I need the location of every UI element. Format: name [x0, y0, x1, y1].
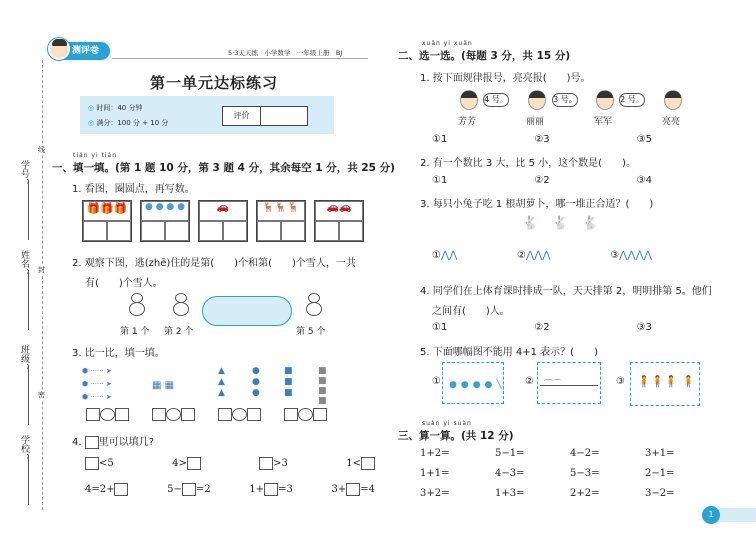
section3-title: 三、算一算。(共 12 分): [398, 430, 514, 442]
s2-q2-options: [432, 175, 652, 186]
option[interactable]: ②2: [534, 322, 550, 333]
sidebar-school: 学校：: [19, 435, 29, 462]
compare-group-4: ■ ■ ■: [284, 366, 293, 398]
compare-group-1: ⬢ ······ ➤ ⬢ ······ ➤ ⬢ ······ ➤: [82, 367, 112, 401]
option[interactable]: ①1: [432, 134, 448, 145]
compare-row: [284, 408, 327, 421]
calc-row: [420, 488, 720, 508]
s2-q3-options: [432, 250, 652, 261]
calc-item[interactable]: 1+1=: [420, 468, 450, 479]
answer-box[interactable]: [181, 408, 195, 421]
calc-item[interactable]: 5−1=: [495, 448, 525, 459]
info-box: [80, 96, 334, 134]
calc-item[interactable]: 4−3=: [495, 468, 525, 479]
compare-group-3b: ● ● ●: [252, 366, 260, 398]
compare-row: [218, 408, 261, 421]
compare-row: [86, 408, 129, 421]
answer-box[interactable]: [346, 483, 360, 496]
s2-q1-options: [432, 134, 652, 145]
compare-row: [152, 408, 195, 421]
s2-q4-line2: 之间有( )人。: [432, 306, 510, 317]
kid-icon: [596, 90, 614, 110]
answer-oval[interactable]: [232, 408, 247, 421]
snowman-label: 第 5 个: [296, 327, 326, 337]
kid-icon: [664, 90, 682, 110]
option[interactable]: ①1: [432, 175, 448, 186]
answer-box[interactable]: [284, 408, 298, 421]
sidebar-line-char: 封: [38, 266, 45, 274]
speech-bubble: 3 号。: [552, 93, 578, 107]
s1-q2-line2: 有( )个雪人。: [85, 278, 163, 289]
snowman-icon: [128, 293, 146, 319]
answer-oval[interactable]: [166, 408, 181, 421]
eval-box: [222, 106, 308, 126]
eval-label: 评价: [223, 107, 261, 125]
answer-box[interactable]: [115, 408, 129, 421]
count-grid[interactable]: 🚗🚗: [314, 200, 364, 242]
s2-q4-options: [432, 322, 652, 333]
cloud-cover: [202, 296, 292, 326]
s2-q3: 3. 每只小兔子吃 1 根胡萝卜，哪一堆正合适？( ): [420, 199, 654, 210]
calc-item[interactable]: 1+3=: [495, 488, 525, 499]
count-grid[interactable]: 🦌🦌🦌: [256, 200, 306, 242]
option[interactable]: ①⋀⋀: [432, 250, 458, 261]
s1-q3: 3. 比一比，填一填。: [72, 348, 165, 359]
score-info: ◎ 满分：100 分 + 10 分: [88, 119, 169, 127]
answer-box[interactable]: [85, 457, 99, 470]
sidebar-underline: [28, 365, 29, 425]
calc-item[interactable]: 4−2=: [570, 448, 600, 459]
count-grid[interactable]: ● ● ● ●: [140, 200, 190, 242]
answer-box[interactable]: [182, 483, 196, 496]
kid-name: 芳芳: [458, 117, 477, 127]
s2-q1: 1. 按下面规律报号，亮亮报( )号。: [420, 73, 591, 84]
header-rule: [112, 58, 368, 59]
calc-item[interactable]: 3+2=: [420, 488, 450, 499]
s1-q1: 1. 看图，圈圆点，再写数。: [72, 184, 195, 195]
option[interactable]: ③4: [636, 175, 652, 186]
binding-line: [42, 60, 43, 510]
time-info: ◎ 时间：40 分钟: [88, 104, 143, 112]
q5-image-1: ●●●●╲: [442, 362, 504, 404]
sidebar-name: 姓名：: [19, 250, 29, 277]
answer-box[interactable]: [264, 483, 278, 496]
calc-item[interactable]: 2+2=: [570, 488, 600, 499]
q5-image-2: ⌒⌒: [537, 362, 601, 404]
calc-row: [420, 468, 720, 488]
kid-icon: [528, 90, 546, 110]
kid-name: 丽丽: [526, 117, 545, 127]
calc-item[interactable]: 1+2=: [420, 448, 450, 459]
compare-group-4b: ■ ■ ■ ■: [318, 366, 327, 406]
count-grid[interactable]: 🎁🎁🎁: [82, 200, 132, 242]
option[interactable]: ②⋀⋀⋀: [517, 250, 551, 261]
s2-q4-line1: 4. 同学们在上体育课时排成一队，天天排第 2，明明排第 5。他们: [420, 286, 712, 297]
s1-q2-line1: 2. 观察下图，逃(zhē)住的是第( )个和第( )个雪人，一共: [72, 258, 356, 269]
page-number: 1: [702, 506, 720, 524]
s1-q4-row2: 4=2+ 5− =2 1+ =3 3+ =4: [85, 484, 375, 495]
compare-group-2: ▦ ▦: [152, 380, 175, 391]
mascot-icon: [48, 38, 70, 60]
answer-box[interactable]: [218, 408, 232, 421]
s2-q5-opt3[interactable]: ③: [616, 376, 625, 387]
sidebar-student-id: 学号：: [19, 160, 29, 187]
answer-box[interactable]: [259, 457, 273, 470]
snowman-label: 第 2 个: [164, 327, 194, 337]
s2-q5: 5. 下面哪幅图不能用 4+1 表示？( ): [420, 347, 598, 358]
calc-item[interactable]: 3−2=: [645, 488, 675, 499]
sidebar-line-char: 密: [38, 391, 45, 399]
answer-box[interactable]: [361, 457, 375, 470]
calc-item[interactable]: 3+1=: [645, 448, 675, 459]
rabbit-icons: 🐇🐇🐇: [522, 216, 613, 231]
compare-group-3: ▲ ▲ ▲: [218, 366, 225, 398]
answer-box[interactable]: [86, 408, 100, 421]
section1-title: 一、填一填。(第 1 题 10 分，第 3 题 4 分，其余每空 1 分，共 25 分): [52, 162, 395, 174]
option[interactable]: ③3: [636, 322, 652, 333]
answer-box[interactable]: [114, 483, 128, 496]
option[interactable]: ③⋀⋀⋀⋀: [610, 250, 652, 261]
header-badge: 测评卷: [52, 42, 110, 60]
section2-pinyin: xuǎn yi xuǎn: [422, 40, 473, 47]
series-label: 5·3天天练 小学数学 一年级上册 BJ: [228, 49, 343, 57]
sidebar-line-char: 线: [38, 146, 45, 154]
option[interactable]: ①1: [432, 322, 448, 333]
kid-name: 军军: [594, 117, 613, 127]
option[interactable]: ②3: [534, 134, 550, 145]
kid-name: 亮亮: [662, 117, 681, 127]
s2-q5-opt1[interactable]: ①: [432, 376, 441, 387]
snowman-icon: [305, 293, 323, 319]
s2-q2: 2. 有一个数比 3 大，比 5 小，这个数是( )。: [420, 158, 636, 169]
snowman-icon: [172, 293, 190, 319]
answer-box[interactable]: [187, 457, 201, 470]
calc-item[interactable]: 5−3=: [570, 468, 600, 479]
s1-q4-row1: <5 4> >3 1<: [85, 457, 375, 470]
calc-grid: [420, 448, 720, 508]
section3-pinyin: suàn yi suàn: [422, 420, 472, 427]
q5-image-3: 🧍🧍🧍 🧍: [630, 362, 700, 406]
kid-icon: [460, 90, 478, 110]
snowman-label: 第 1 个: [120, 327, 150, 337]
option[interactable]: ③5: [636, 134, 652, 145]
count-grid[interactable]: 🚗: [198, 200, 248, 242]
speech-bubble: 4 号。: [483, 93, 509, 107]
sidebar-underline: [28, 180, 29, 240]
s1-q1-grids: [82, 200, 372, 244]
s1-q4: 4. 里可以填几?: [72, 437, 155, 448]
section2-title: 二、选一选。(每题 3 分，共 15 分): [398, 50, 571, 62]
sidebar-underline: [28, 270, 29, 330]
answer-oval[interactable]: [298, 408, 313, 421]
section1-pinyin: tián yi tián: [73, 152, 118, 159]
answer-box[interactable]: [247, 408, 261, 421]
answer-box[interactable]: [152, 408, 166, 421]
calc-row: [420, 448, 720, 468]
sidebar-underline: [28, 455, 29, 505]
option[interactable]: ②2: [534, 175, 550, 186]
page-title: 第一单元达标练习: [150, 74, 279, 92]
answer-box: [85, 436, 99, 449]
sidebar-class: 班级：: [19, 345, 29, 372]
answer-oval[interactable]: [100, 408, 115, 421]
speech-bubble: 2 号。: [619, 93, 645, 107]
answer-box[interactable]: [313, 408, 327, 421]
s2-q5-opt2[interactable]: ②: [525, 376, 534, 387]
calc-item[interactable]: 2−1=: [645, 468, 675, 479]
